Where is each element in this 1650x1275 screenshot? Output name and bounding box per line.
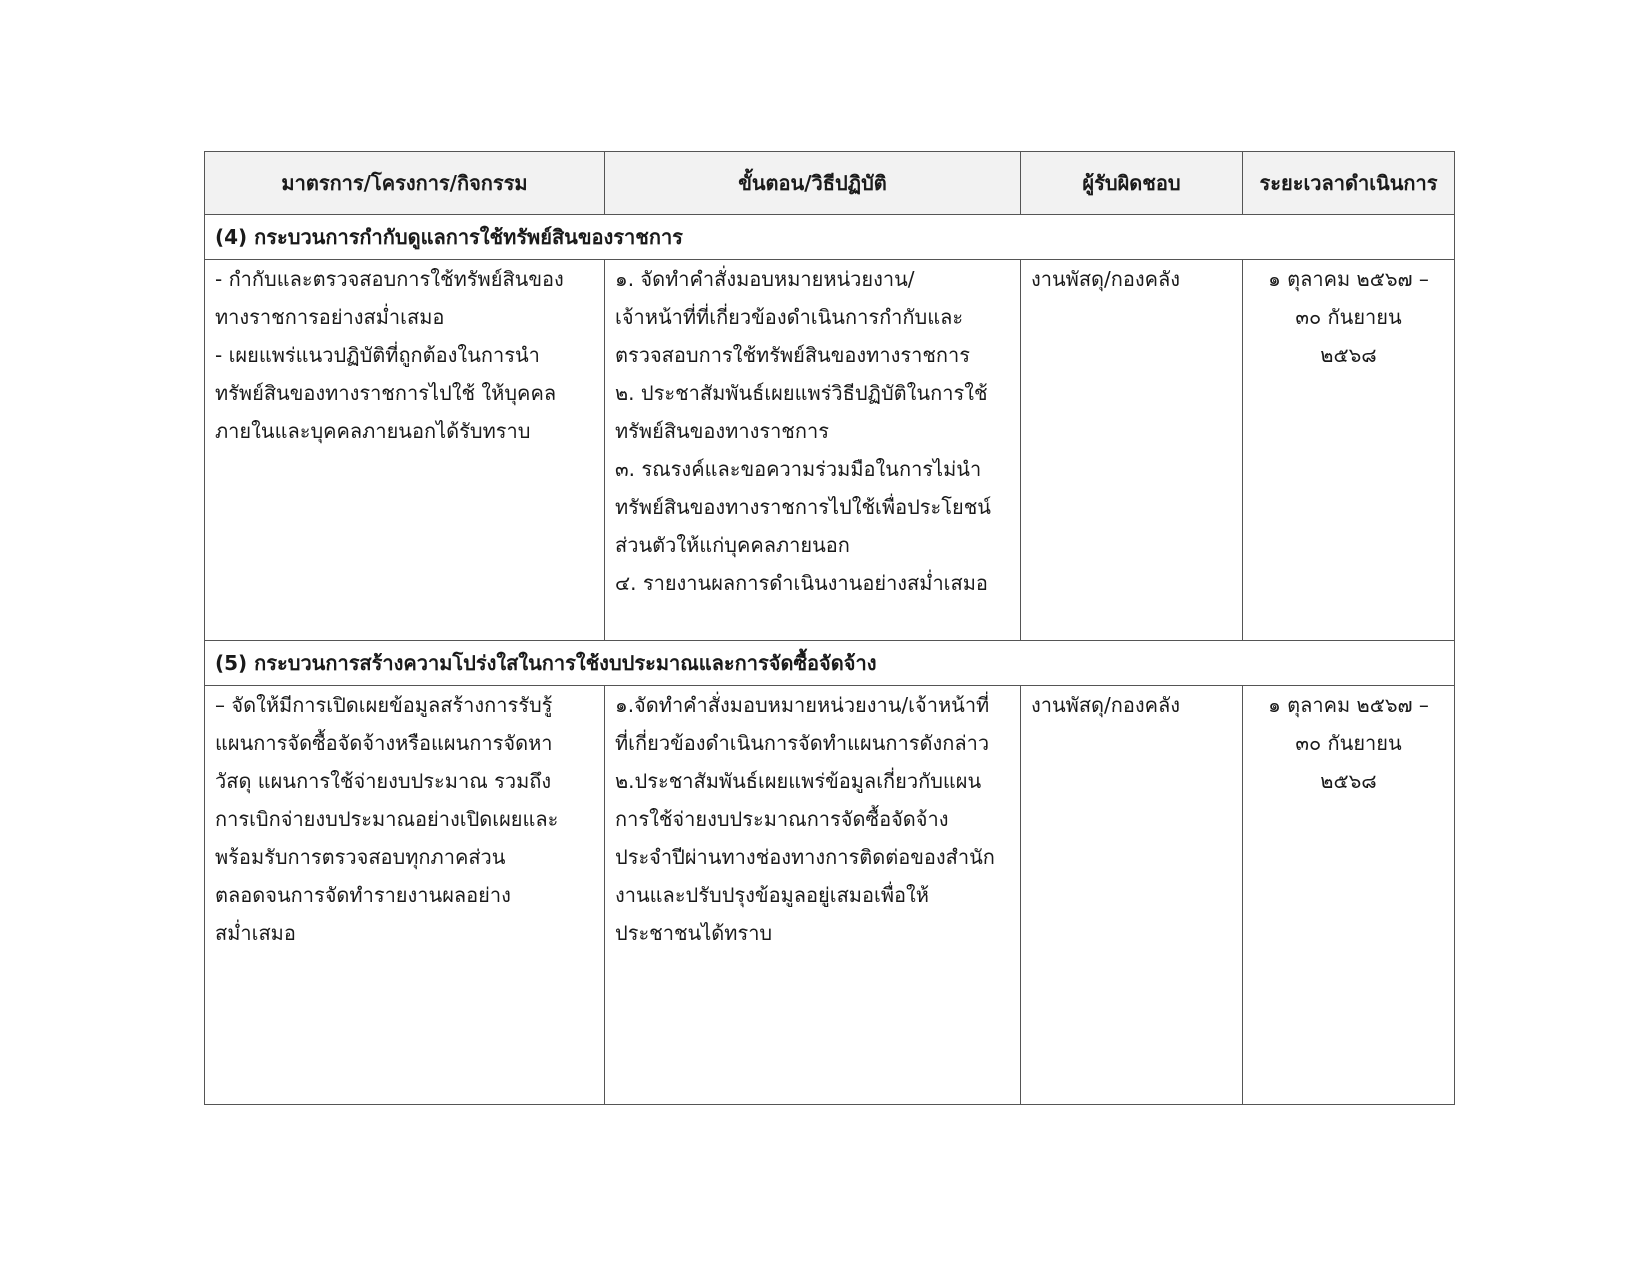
measure-line: - กำกับและตรวจสอบการใช้ทรัพย์สินของ — [215, 267, 564, 291]
step-line: ตรวจสอบการใช้ทรัพย์สินของทางราชการ — [615, 343, 970, 367]
steps-cell — [605, 686, 1021, 1105]
measure-line: การเบิกจ่ายงบประมาณอย่างเปิดเผยและ — [215, 807, 559, 831]
step-line: ที่เกี่ยวข้องดำเนินการจัดทำแผนการดังกล่าว — [615, 731, 990, 755]
step-line: ๒. ประชาสัมพันธ์เผยแพร่วิธีปฏิบัติในการใช้ — [615, 381, 988, 405]
measure-line: แผนการจัดซื้อจัดจ้างหรือแผนการจัดหา — [215, 731, 553, 755]
header-responsible: ผู้รับผิดชอบ — [1021, 152, 1243, 215]
header-row — [205, 152, 1455, 215]
header-period: ระยะเวลาดำเนินการ — [1243, 152, 1455, 215]
measure-line: ทรัพย์สินของทางราชการไปใช้ ให้บุคคล — [215, 381, 557, 405]
step-line: ๒.ประชาสัมพันธ์เผยแพร่ข้อมูลเกี่ยวกับแผน — [615, 769, 982, 793]
period-cell — [1243, 686, 1455, 1105]
period-line: ๒๕๖๘ — [1320, 343, 1377, 367]
action-plan-table — [204, 151, 1455, 1105]
section-title-row — [205, 641, 1455, 686]
table-row — [205, 260, 1455, 641]
step-line: เจ้าหน้าที่ที่เกี่ยวข้องดำเนินการกำกับและ — [615, 305, 964, 329]
responsible-text: งานพัสดุ/กองคลัง — [1031, 693, 1181, 717]
responsible-cell — [1021, 686, 1243, 1105]
step-line: ทรัพย์สินของทางราชการ — [615, 419, 829, 443]
step-line: ๓. รณรงค์และขอความร่วมมือในการไม่นำ — [615, 457, 982, 481]
measure-line: ตลอดจนการจัดทำรายงานผลอย่าง — [215, 883, 511, 907]
measure-line: ทางราชการอย่างสม่ำเสมอ — [215, 305, 445, 329]
steps-cell — [605, 260, 1021, 641]
step-line: ประจำปีผ่านทางช่องทางการติดต่อของสำนัก — [615, 845, 995, 869]
section-title-row — [205, 215, 1455, 260]
period-line: ๑ ตุลาคม ๒๕๖๗ – — [1268, 693, 1429, 717]
step-line: งานและปรับปรุงข้อมูลอยู่เสมอเพื่อให้ — [615, 883, 929, 907]
measure-line: สม่ำเสมอ — [215, 921, 296, 945]
measure-cell — [205, 686, 605, 1105]
section-title: (5) กระบวนการสร้างความโปร่งใสในการใช้งบประมาณและการจัดซื้อจัดจ้าง — [205, 641, 1455, 686]
responsible-cell — [1021, 260, 1243, 641]
section-title: (4) กระบวนการกำกับดูแลการใช้ทรัพย์สินของราชการ — [205, 215, 1455, 260]
period-cell — [1243, 260, 1455, 641]
step-line: ประชาชนได้ทราบ — [615, 921, 773, 945]
header-steps: ขั้นตอน/วิธีปฏิบัติ — [605, 152, 1021, 215]
step-line: ๑. จัดทำคำสั่งมอบหมายหน่วยงาน/ — [615, 267, 915, 291]
header-measure: มาตรการ/โครงการ/กิจกรรม — [205, 152, 605, 215]
measure-cell — [205, 260, 605, 641]
measure-line: - เผยแพร่แนวปฏิบัติที่ถูกต้องในการนำ — [215, 343, 540, 367]
measure-line: ภายในและบุคคลภายนอกได้รับทราบ — [215, 419, 531, 443]
measure-line: พร้อมรับการตรวจสอบทุกภาคส่วน — [215, 845, 506, 869]
measure-line: วัสดุ แผนการใช้จ่ายงบประมาณ รวมถึง — [215, 769, 552, 793]
period-line: ๓๐ กันยายน — [1295, 305, 1402, 329]
step-line: ส่วนตัวให้แก่บุคคลภายนอก — [615, 533, 850, 557]
step-line: ๔. รายงานผลการดำเนินงานอย่างสม่ำเสมอ — [615, 571, 988, 595]
period-line: ๒๕๖๘ — [1320, 769, 1377, 793]
step-line: ๑.จัดทำคำสั่งมอบหมายหน่วยงาน/เจ้าหน้าที่ — [615, 693, 990, 717]
step-line: การใช้จ่ายงบประมาณการจัดซื้อจัดจ้าง — [615, 807, 949, 831]
step-line: ทรัพย์สินของทางราชการไปใช้เพื่อประโยชน์ — [615, 495, 991, 519]
responsible-text: งานพัสดุ/กองคลัง — [1031, 267, 1181, 291]
period-line: ๓๐ กันยายน — [1295, 731, 1402, 755]
period-line: ๑ ตุลาคม ๒๕๖๗ – — [1268, 267, 1429, 291]
measure-line: – จัดให้มีการเปิดเผยข้อมูลสร้างการรับรู้ — [215, 693, 553, 717]
table-row — [205, 686, 1455, 1105]
